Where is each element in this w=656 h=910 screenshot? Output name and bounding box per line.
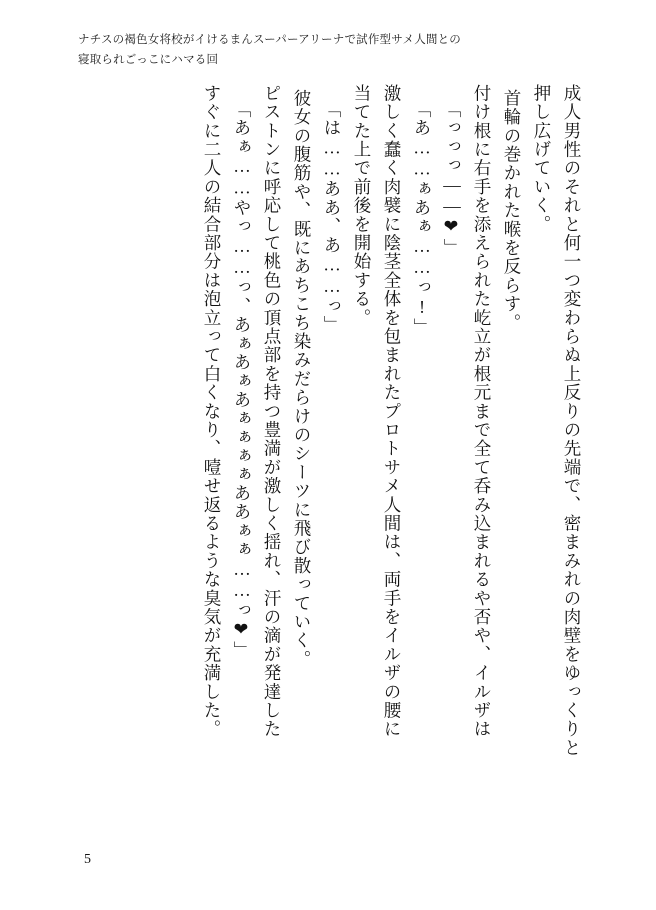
text-column: 首輪の巻かれた喉を反らす。 bbox=[502, 89, 522, 333]
text-column: 「は……ああ、あ……っ」 bbox=[322, 100, 342, 335]
text-column: すぐに二人の結合部分は泡立って白くなり、噎せ返るような臭気が充満した。 bbox=[202, 84, 222, 739]
text-column: 成人男性のそれと何一つ変わらぬ上反りの先端で、密まみれの肉壁をゆっくりと bbox=[562, 84, 582, 758]
running-header bbox=[78, 30, 518, 70]
text-column: 激しく蠢く肉襞に陰茎全体を包まれたプロトサメ人間は、両手をイルザの腰に bbox=[382, 84, 402, 739]
text-column: 彼女の腹筋や、既にあちこち染みだらけのシーツに飛び散っていく。 bbox=[292, 89, 312, 669]
running-header-line-1: ナチスの褐色女将校がイけるまんスーパーアリーナで試作型サメ人間との bbox=[78, 34, 461, 46]
text-column: 「あぁ……やっ……っ、あぁあぁあぁぁぁぁああぁぁ……っ❤」 bbox=[232, 100, 252, 660]
page-number: 5 bbox=[84, 852, 91, 867]
text-column: 「っっっ――❤」 bbox=[442, 100, 462, 258]
text-column: 付け根に右手を添えられた屹立が根元まで全て呑み込まれるや否や、イルザは bbox=[472, 84, 492, 739]
text-column: 当てた上で前後を開始する。 bbox=[352, 84, 372, 328]
vertical-text-body bbox=[80, 84, 580, 814]
text-column: 押し広げていく。 bbox=[532, 84, 552, 234]
text-column: 「あ……ぁあぁ……っ!」 bbox=[412, 100, 432, 337]
text-column: ピストンに呼応して桃色の頂点部を持つ豊満が激しく揺れ、汗の滴が発達した bbox=[262, 84, 282, 739]
running-header-line-2: 寝取られごっこにハマる回 bbox=[78, 54, 219, 67]
